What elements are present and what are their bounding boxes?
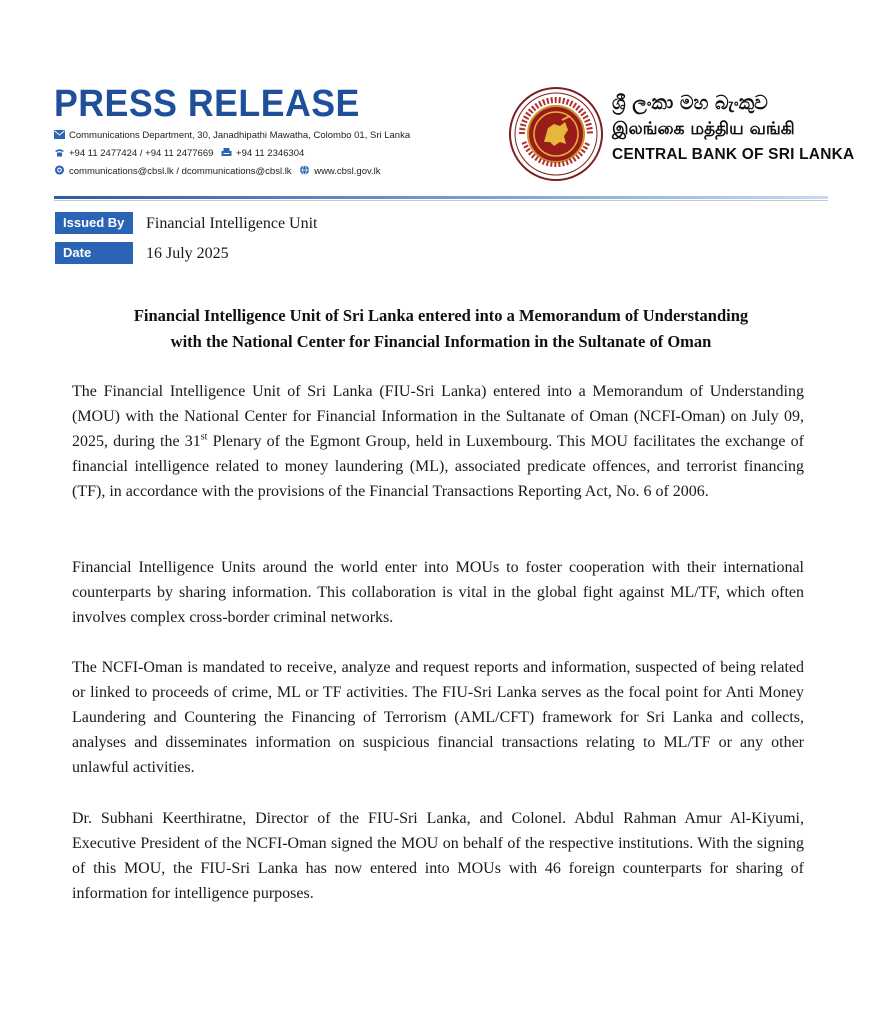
globe-icon <box>299 165 310 175</box>
contact-address <box>54 129 410 143</box>
issued-by-label: Issued By <box>55 212 133 234</box>
bank-name-block <box>612 90 854 168</box>
central-bank-seal-icon <box>508 86 604 182</box>
date-label: Date <box>55 242 133 264</box>
bank-name-english: CENTRAL BANK OF SRI LANKA <box>612 146 855 163</box>
phone-text: +94 11 2477424 / +94 11 2477669 <box>69 148 214 159</box>
press-release-headline <box>54 303 828 355</box>
address-text: Communications Department, 30, Janadhipathi Mawatha, Colombo 01, Sri Lanka <box>69 130 411 141</box>
fax-text: +94 11 2346304 <box>236 148 305 159</box>
at-icon <box>54 165 65 175</box>
bank-name-tamil: இலங்கை மத்திய வங்கி <box>612 119 795 139</box>
headline-line-1: Financial Intelligence Unit of Sri Lanka entered into a Memorandum of Understanding <box>133 306 749 325</box>
contact-online <box>54 165 381 179</box>
paragraph-1-part-b: Plenary of the Egmont Group, held in Luxembourg. This MOU facilitates the exchange of financial intelligence related to money laundering (ML), associated predicate offences, and terrorist financing (TF), in accordance with the provisions of the Financial Transactions Reporting Act, No. 6 of 2006. <box>72 433 804 500</box>
date-value: 16 July 2025 <box>146 245 229 262</box>
email-text[interactable]: communications@cbsl.lk / dcommunications@cbsl.lk <box>69 166 292 177</box>
issued-by-value: Financial Intelligence Unit <box>146 215 318 232</box>
header-divider-blue <box>54 196 828 199</box>
paragraph-1-part-a: The Financial Intelligence Unit of Sri Lanka (FIU-Sri Lanka) entered into a Memorandum of Understanding (MOU) with the National Center for Financial Information in the Sultanate of Oman (NCFI-Oman) on July 09, 2025, during the 31 <box>72 383 804 450</box>
body-paragraph-1 <box>72 379 804 504</box>
phone-icon <box>54 148 65 157</box>
headline-line-2: with the National Center for Financial Information in the Sultanate of Oman <box>170 332 712 351</box>
header-divider-grey <box>54 200 828 201</box>
fax-icon <box>221 148 232 157</box>
body-paragraph-4: Dr. Subhani Keerthiratne, Director of the FIU-Sri Lanka, and Colonel. Abdul Rahman Amur Al-Kiyumi, Executive President of the NCFI-Oman signed the MOU on behalf of the respective institutions. With the signing of this MOU, the FIU-Sri Lanka has now entered into MOUs with 46 foreign counterparts for sharing of information for intelligence purposes. <box>72 810 804 902</box>
contact-phone <box>54 147 304 161</box>
ordinal-suffix: st <box>200 431 208 443</box>
bank-name-sinhala: ශ්‍රී ලංකා මහ බැංකුව <box>612 92 768 114</box>
press-release-title: PRESS RELEASE <box>54 83 360 125</box>
envelope-icon <box>54 130 65 139</box>
website-text[interactable]: www.cbsl.gov.lk <box>314 166 381 177</box>
body-paragraph-3: The NCFI-Oman is mandated to receive, analyze and request reports and information, suspected of being related or linked to proceeds of crime, ML or TF activities. The FIU-Sri Lanka serves as the focal point for Anti Money Laundering and Countering the Financing of Terrorism (AML/CFT) framework for Sri Lanka and collects, analyses and disseminates information on suspicious financial transactions relating to ML/TF or any other unlawful activities. <box>72 659 804 776</box>
body-paragraph-2: Financial Intelligence Units around the world enter into MOUs to foster cooperation with their international counterparts by sharing information. This collaboration is vital in the global fight against ML/TF, which often involves complex cross-border criminal networks. <box>72 559 804 626</box>
letterhead <box>0 0 882 200</box>
